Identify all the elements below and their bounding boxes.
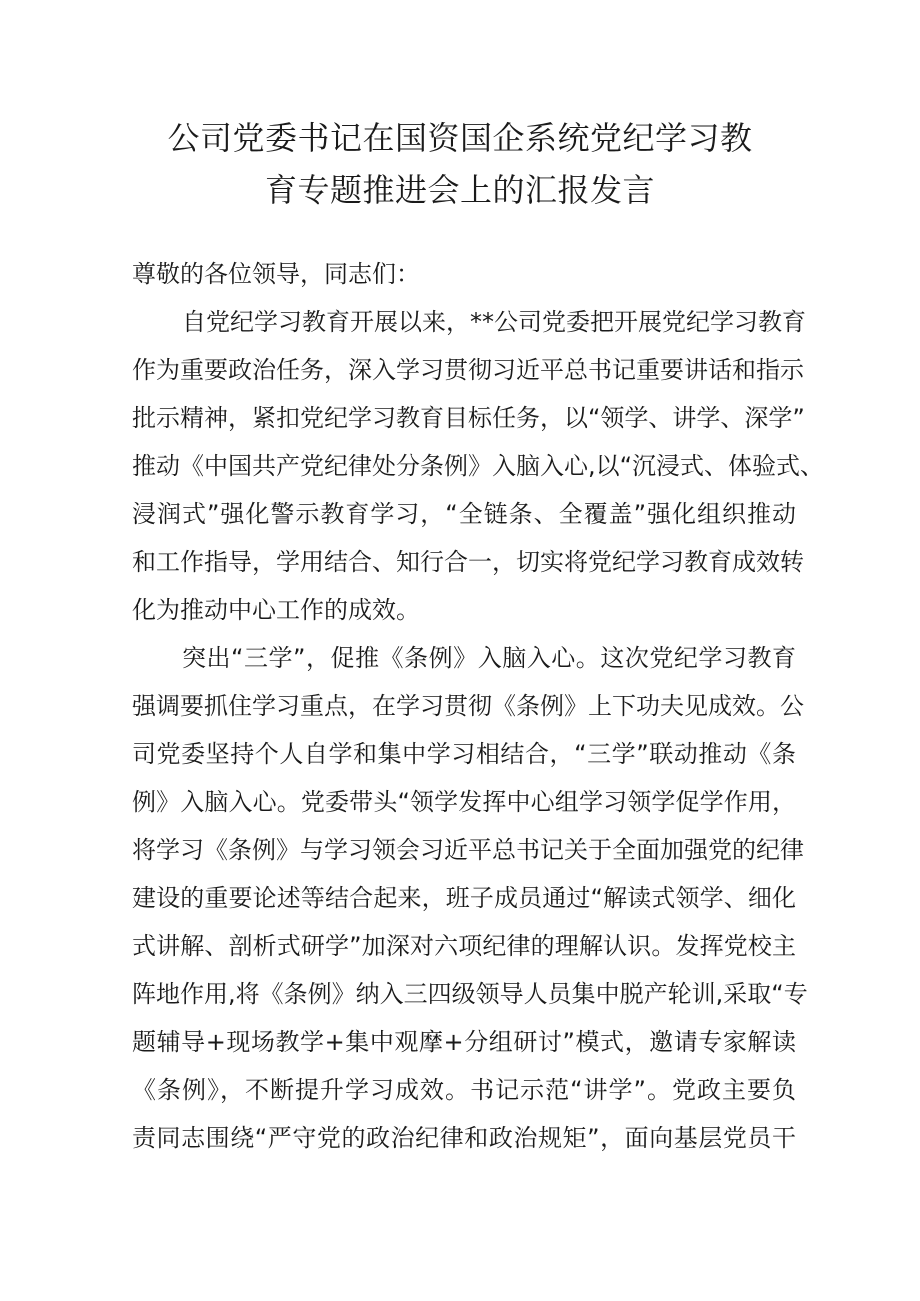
paragraph-line: 化为推动中心工作的成效。 xyxy=(132,596,420,624)
title-line-1: 公司党委书记在国资国企系统党纪学习教 xyxy=(167,119,753,157)
document-body xyxy=(132,250,825,1162)
salutation: 尊敬的各位领导，同志们： xyxy=(132,260,420,288)
paragraph-line: 式讲解、剖析式研学”加深对六项纪律的理解认识。发挥党校主 xyxy=(132,932,796,960)
paragraph-1 xyxy=(132,298,825,634)
paragraph-line: 强调要抓住学习重点，在学习贯彻《条例》上下功夫见成效。公 xyxy=(132,692,804,720)
paragraph-line: 例》入脑入心。党委带头“领学发挥中心组学习领学促学作用， xyxy=(132,788,796,816)
paragraph-line: 推动《中国共产党纪律处分条例》入脑入心,以“沉浸式、体验式、 xyxy=(132,452,825,480)
document-title xyxy=(130,112,790,216)
paragraph-2 xyxy=(132,634,808,1162)
paragraph-line: 浸润式”强化警示教育学习，“全链条、全覆盖”强化组织推动 xyxy=(132,500,796,528)
paragraph-line: 将学习《条例》与学习领会习近平总书记关于全面加强党的纪律 xyxy=(132,836,804,864)
paragraph-line: 批示精神，紧扣党纪学习教育目标任务，以“领学、讲学、深学” xyxy=(132,404,805,432)
paragraph-line: 建设的重要论述等结合起来，班子成员通过“解读式领学、细化 xyxy=(132,884,796,912)
paragraph-line: 责同志围绕“严守党的政治纪律和政治规矩”，面向基层党员干 xyxy=(132,1124,796,1152)
paragraph-line: 作为重要政治任务，深入学习贯彻习近平总书记重要讲话和指示 xyxy=(132,356,804,384)
paragraph-line: 司党委坚持个人自学和集中学习相结合，“三学”联动推动《条 xyxy=(132,740,796,768)
paragraph-line: 和工作指导，学用结合、知行合一，切实将党纪学习教育成效转 xyxy=(132,548,804,576)
paragraph-line: 题辅导+现场教学+集中观摩+分组研讨”模式，邀请专家解读 xyxy=(132,1028,796,1056)
paragraph-line: 《条例》，不断提升学习成效。书记示范“讲学”。党政主要负 xyxy=(132,1076,796,1104)
paragraph-line: 突出“三学”，促推《条例》入脑入心。这次党纪学习教育 xyxy=(182,644,796,672)
title-line-2: 育专题推进会上的汇报发言 xyxy=(264,171,655,209)
paragraph-line: 自党纪学习教育开展以来，**公司党委把开展党纪学习教育 xyxy=(182,308,806,336)
paragraph-line: 阵地作用,将《条例》纳入三四级领导人员集中脱产轮训,采取“专 xyxy=(132,980,808,1008)
